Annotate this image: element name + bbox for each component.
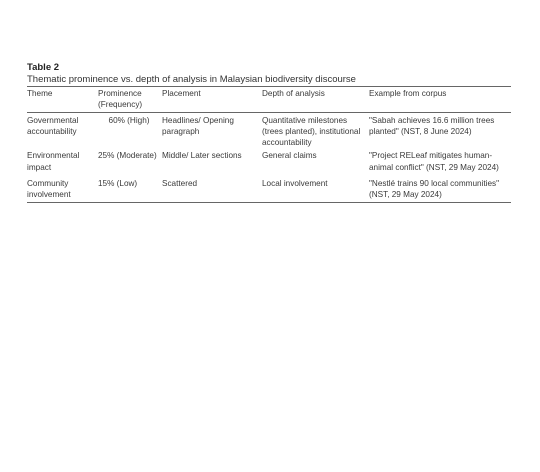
cell-depth: General claims [262, 151, 317, 161]
table-header-row [27, 87, 511, 113]
cell-prominence: 60% (High) [108, 115, 150, 125]
document-page [27, 62, 511, 203]
table-caption: Thematic prominence vs. depth of analysis in Malaysian biodiversity discourse [27, 74, 356, 85]
cell-example: "Sabah achieves 16.6 million trees planted" (NST, 8 June 2024) [369, 115, 495, 136]
cell-theme: Community involvement [27, 175, 98, 202]
table-row [27, 112, 511, 150]
cell-theme: Governmental accountability [27, 115, 79, 136]
cell-depth: Quantitative milestones (trees planted), institutional accountability [262, 115, 361, 148]
header-example: Example from corpus [369, 87, 511, 113]
cell-depth: Local involvement [262, 175, 369, 202]
header-prominence: Prominence (Frequency) [98, 87, 162, 113]
table-row [27, 175, 511, 202]
cell-prominence: 25% (Moderate) [98, 151, 157, 161]
cell-theme: Environmental impact [27, 151, 80, 172]
header-depth: Depth of analysis [262, 87, 369, 113]
table-row [27, 150, 511, 175]
cell-placement: Middle/ Later sections [162, 151, 242, 161]
cell-prominence: 15% (Low) [98, 175, 162, 202]
thematic-table [27, 86, 511, 203]
table-label: Table 2 [27, 62, 60, 73]
header-placement: Placement [162, 87, 262, 113]
cell-example: "Project RELeaf mitigates human-animal conflict" (NST, 29 May 2024) [369, 151, 499, 172]
header-theme: Theme [27, 87, 98, 113]
cell-placement: Headlines/ Opening paragraph [162, 115, 234, 136]
cell-placement: Scattered [162, 175, 262, 202]
cell-example: "Nestlé trains 90 local communities" (NST, 29 May 2024) [369, 175, 511, 202]
